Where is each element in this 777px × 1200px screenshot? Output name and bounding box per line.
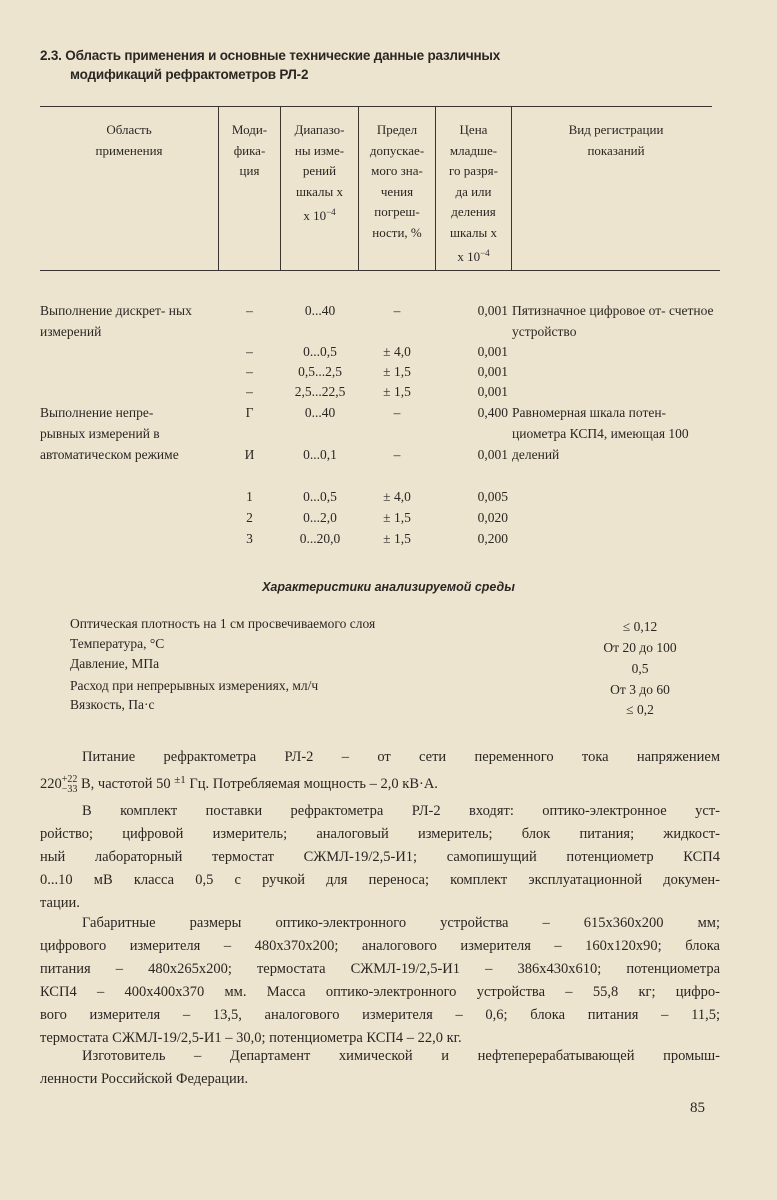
prop-name: Температура, °С — [70, 636, 165, 651]
cell-error: – — [393, 405, 401, 420]
cell-mod: 2 — [246, 510, 253, 525]
prop-value: От 3 до 60 — [610, 682, 670, 697]
header-division-price: Цена младше- го разря- да или деления шкалы х х $10^{-4}$ — [449, 122, 498, 264]
prop-value: От 20 до 100 — [603, 640, 677, 655]
cell-range: 0...20,0 — [299, 531, 341, 546]
cell-price: 0,001 — [477, 384, 508, 399]
prop-value: ≤ 0,12 — [622, 619, 658, 634]
cell-range: 0...0,5 — [303, 489, 337, 504]
manufacturer-paragraph: Изготовитель – Департамент химической и нефтеперерабатывающей промыш- ленности Российской Федерации. — [40, 1048, 720, 1087]
cell-price: 0,001 — [477, 364, 508, 379]
header-modification: Моди- фика- ция — [231, 122, 268, 178]
prop-name: Оптическая плотность на 1 см просвечиваемого слоя — [70, 616, 376, 631]
cell-mod: – — [246, 364, 253, 379]
cell-mod: 3 — [246, 531, 253, 546]
prop-name: Вязкость, Па·с — [70, 697, 155, 712]
header-error-limit: Предел допускае- мого зна- чения погреш- ности, % — [369, 122, 425, 240]
cell-price: 0,001 — [477, 344, 508, 359]
cell-price: 0,200 — [477, 531, 508, 546]
prop-name: Давление, МПа — [70, 656, 160, 671]
cell-error: ± 1,5 — [383, 531, 411, 546]
cell-error: ± 1,5 — [383, 384, 411, 399]
registration-digital: Пятизначное цифровое от- счетное устройство — [512, 303, 714, 339]
cell-error: ± 4,0 — [383, 489, 411, 504]
cell-range: 0,5...2,5 — [298, 364, 342, 379]
cell-range: 0...0,5 — [303, 344, 337, 359]
header-range: Диапазо- ны изме- рений шкалы х х $10^{-4}$ — [294, 122, 345, 223]
table-header-bottom-rule — [40, 270, 720, 271]
prop-value: ≤ 0,2 — [626, 702, 654, 717]
cell-error: – — [393, 303, 401, 318]
cell-range: 0...0,1 — [303, 447, 337, 462]
cell-error: ± 1,5 — [383, 364, 411, 379]
cell-price: 0,400 — [477, 405, 508, 420]
prop-value: 0,5 — [631, 661, 649, 676]
cell-price: 0,020 — [477, 510, 508, 525]
table-top-rule — [40, 106, 712, 107]
cell-mod: 1 — [246, 489, 253, 504]
header-area: Область применения — [95, 122, 163, 158]
cell-price: 0,001 — [477, 303, 508, 318]
voltage-tolerance: +22 −33 — [61, 773, 78, 795]
dimensions-paragraph: Габаритные размеры оптико-электронного устройства – 615x360x200 мм; цифрового измерителя – 480x370x200; аналогового измерителя – 160x120x90; блока питания – 480x265x200; термостата СЖМЛ-19/2,5-И1 – 386x430x610; потенциометра КСП4 – 400x400x370 мм. Масса оптико-электронного устройства – 55,8 кг; цифро- вого измерителя – 13,5, аналогового измерителя – 0,6; блока питания – 11,5; термостата СЖМЛ-19/2,5-И1 – 30,0; потенциометра КСП4 – 22,0 кг. — [40, 915, 720, 1046]
cell-mod: Г — [245, 405, 254, 420]
cell-error: ± 4,0 — [383, 344, 411, 359]
cell-range: 2,5...22,5 — [294, 384, 346, 399]
page-number: 85 — [690, 1100, 705, 1116]
area-discrete: Выполнение дискрет- ных измерений — [40, 303, 192, 339]
cell-range: 0...2,0 — [303, 510, 337, 525]
registration-scale: Равномерная шкала потен- циометра КСП4, имеющая 100 делений — [512, 405, 689, 462]
cell-error: – — [393, 447, 401, 462]
cell-price: 0,005 — [477, 489, 508, 504]
cell-price: 0,001 — [477, 447, 508, 462]
prop-name: Расход при непрерывных измерениях, мл/ч — [70, 678, 319, 693]
cell-range: 0...40 — [304, 405, 336, 420]
cell-mod: – — [246, 384, 253, 399]
cell-mod: – — [246, 344, 253, 359]
heading-line-1: 2.3. Область применения и основные технические данные различных — [40, 48, 501, 63]
kit-paragraph: В комплект поставки рефрактометра РЛ-2 входят: оптико-электронное уст- ройство; цифровой измеритель; аналоговый измеритель; блок питания; жидкост- ный лабораторный термостат СЖМЛ-19/2,5-И1; самопишущий потенциометр КСП4 0...10 мВ класса 0,5 с ручкой для переноса; комплект эксплуатационной докумен- тации. — [40, 803, 720, 911]
cell-range: 0...40 — [304, 303, 336, 318]
cell-mod: – — [246, 303, 253, 318]
exponent: −4 — [326, 207, 336, 217]
cell-mod: И — [244, 447, 255, 462]
cell-error: ± 1,5 — [383, 510, 411, 525]
header-registration: Вид регистрации показаний — [568, 122, 664, 158]
heading-line-2: модификаций рефрактометров РЛ-2 — [70, 67, 309, 82]
power-paragraph: Питание рефрактометра РЛ-2 – от сети переменного тока напряжением 220 +22 −33 В, частотой 50 $^{\pm 1}$ Гц. Потребляемая мощность – 2,0 кВ·А. — [40, 749, 720, 795]
area-continuous: Выполнение непре- рывных измерений в автоматическом режиме — [40, 405, 179, 462]
section-heading — [40, 46, 660, 84]
exponent: −4 — [480, 248, 490, 258]
medium-title: Характеристики анализируемой среды — [262, 580, 515, 594]
